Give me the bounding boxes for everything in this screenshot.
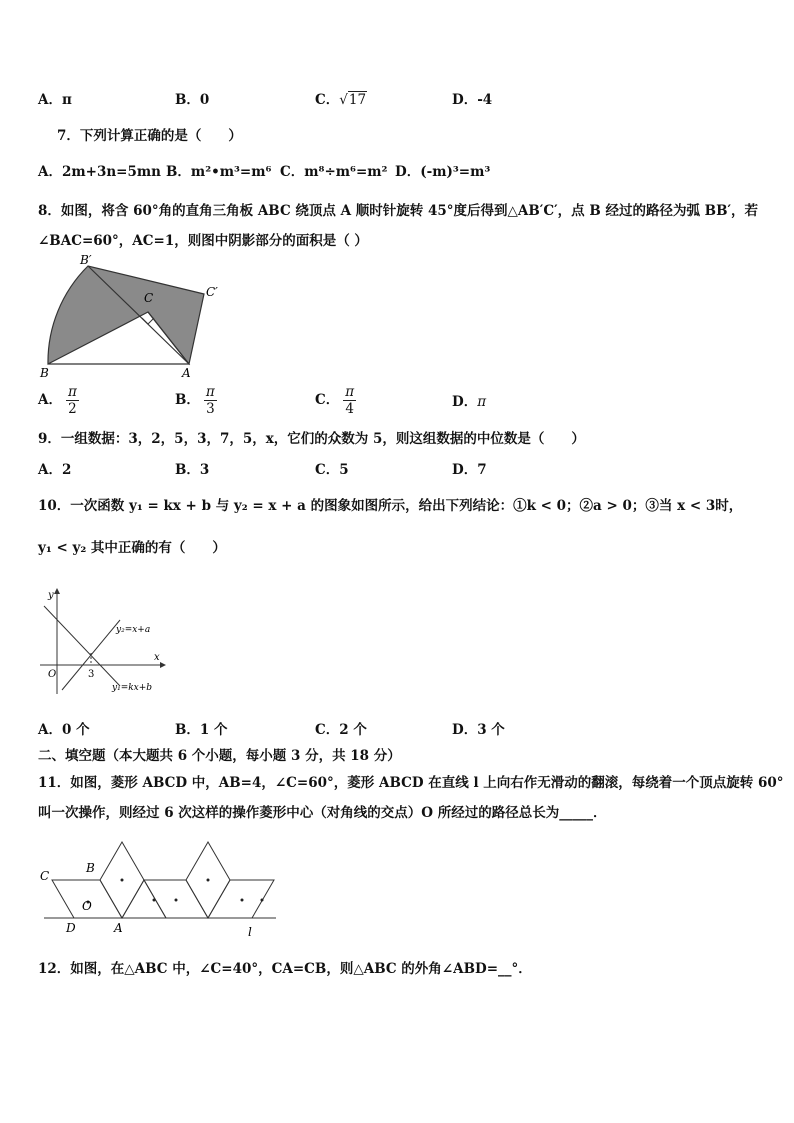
q6-option-c-radicand: 17 (348, 92, 367, 108)
sqrt-icon: √17 (339, 92, 367, 108)
q10-option-c: C．2 个 (315, 722, 367, 738)
q8-option-a-numerator: π (67, 384, 77, 400)
q9-stem: 9．一组数据：3，2，5，3，7，5，x，它们的众数为 5，则这组数据的中位数是（ ） (38, 431, 585, 447)
q10-label-3: 3 (88, 669, 95, 680)
q6-option-d: D．-4 (452, 92, 493, 108)
q11-stem-line2: 叫一次操作，则经过 6 次这样的操作菱形中心（对角线的交点）O 所经过的路径总长为_____． (38, 805, 607, 821)
q7-option-c: C．m⁸÷m⁶=m² (280, 164, 388, 180)
q9-option-b: B．3 (175, 462, 210, 478)
q11-label-l: l (248, 925, 252, 939)
q11-center-2 (121, 879, 124, 882)
q11-label-b: B (86, 861, 95, 875)
q8-label-c-prime: C′ (206, 285, 218, 299)
q10-label-line2: y₂=x+a (116, 625, 151, 635)
q11-label-a: A (114, 921, 123, 935)
q8-label-c: C (144, 291, 154, 305)
q6-option-b: B．0 (175, 92, 210, 108)
q8-label-b-prime: B′ (80, 253, 92, 267)
q8-label-b: B (40, 366, 49, 380)
q8-option-c (315, 384, 356, 417)
q8-option-c-numerator: π (345, 384, 355, 400)
q10-option-a: A．0 个 (38, 722, 90, 738)
q8-option-d-value: π (477, 394, 487, 410)
q8-option-b-label: B． (175, 392, 200, 408)
q11-label-d: D (66, 921, 76, 935)
q10-label-y: y (48, 590, 54, 601)
q8-option-a-denominator: 2 (68, 401, 77, 417)
q11-triangle-fill-1 (122, 880, 166, 918)
q10-y-axis-arrow (54, 588, 60, 594)
q10-stem-line1: 10．一次函数 y₁ = kx + b 与 y₂ = x + a 的图象如图所示，给出下列结论：①k < 0；②a > 0；③当 x < 3时， (38, 498, 743, 514)
q8-stem-line1: 8．如图，将含 60°角的直角三角板 ABC 绕顶点 A 顺时针旋转 45°度后得到△AB′C′，点 B 经过的路径为弧 BB′，若 (38, 203, 759, 219)
q6-option-c (315, 88, 367, 108)
q10-option-d: D．3 个 (452, 722, 505, 738)
q11-label-c: C (40, 869, 50, 883)
q8-option-b-fraction (204, 384, 217, 417)
q10-stem-line2: y₁ < y₂ 其中正确的有（ ） (38, 540, 226, 556)
q9-option-d: D．7 (452, 462, 487, 478)
q8-option-b (175, 384, 217, 417)
q8-option-d (452, 390, 486, 410)
q11-stem-line1: 11．如图，菱形 ABCD 中，AB=4，∠C=60°，菱形 ABCD 在直线 l 上向右作无滑动的翻滚，每绕着一个顶点旋转 60° (38, 775, 784, 791)
q8-option-a-fraction (66, 384, 79, 417)
q8-option-c-denominator: 4 (345, 401, 354, 417)
q10-x-axis-arrow (160, 662, 166, 668)
q10-label-origin: O (48, 669, 57, 680)
q11-center-4 (175, 899, 178, 902)
q6-option-a: A．π (38, 92, 72, 108)
q8-option-b-numerator: π (205, 384, 215, 400)
q8-figure (36, 252, 226, 380)
q7-option-d: D．(-m)³=m³ (395, 164, 491, 180)
q10-label-line1: y₁=kx+b (112, 683, 153, 693)
q8-option-c-fraction (343, 384, 356, 417)
q9-option-c: C．5 (315, 462, 349, 478)
q8-stem-line2: ∠BAC=60°，AC=1，则图中阴影部分的面积是（ ） (38, 233, 368, 249)
q7-option-a: A．2m+3n=5mn (38, 164, 161, 180)
q11-center-7 (261, 899, 264, 902)
q7-option-b: B．m²•m³=m⁶ (166, 164, 272, 180)
q11-figure (36, 836, 280, 942)
q8-option-a-label: A． (38, 392, 62, 408)
section-2-heading: 二、填空题（本大题共 6 个小题，每小题 3 分，共 18 分） (38, 748, 401, 764)
q11-label-o: O (82, 899, 92, 913)
q12-stem: 12．如图，在△ABC 中，∠C=40°，CA=CB，则△ABC 的外角∠ABD=__°． (38, 961, 532, 977)
q11-center-5 (207, 879, 210, 882)
q8-label-a: A (182, 366, 191, 380)
q8-option-b-denominator: 3 (206, 401, 215, 417)
q10-figure (36, 582, 168, 700)
q8-option-a (38, 384, 79, 417)
q7-stem: 7．下列计算正确的是（ ） (57, 128, 242, 144)
q8-option-d-label: D． (452, 394, 478, 410)
q8-option-c-label: C． (315, 392, 340, 408)
q11-center-3 (153, 899, 156, 902)
q9-option-a: A．2 (38, 462, 72, 478)
q11-center-6 (241, 899, 244, 902)
q6-option-c-label: C． (315, 92, 340, 108)
q10-option-b: B．1 个 (175, 722, 228, 738)
q10-label-x: x (154, 652, 160, 663)
